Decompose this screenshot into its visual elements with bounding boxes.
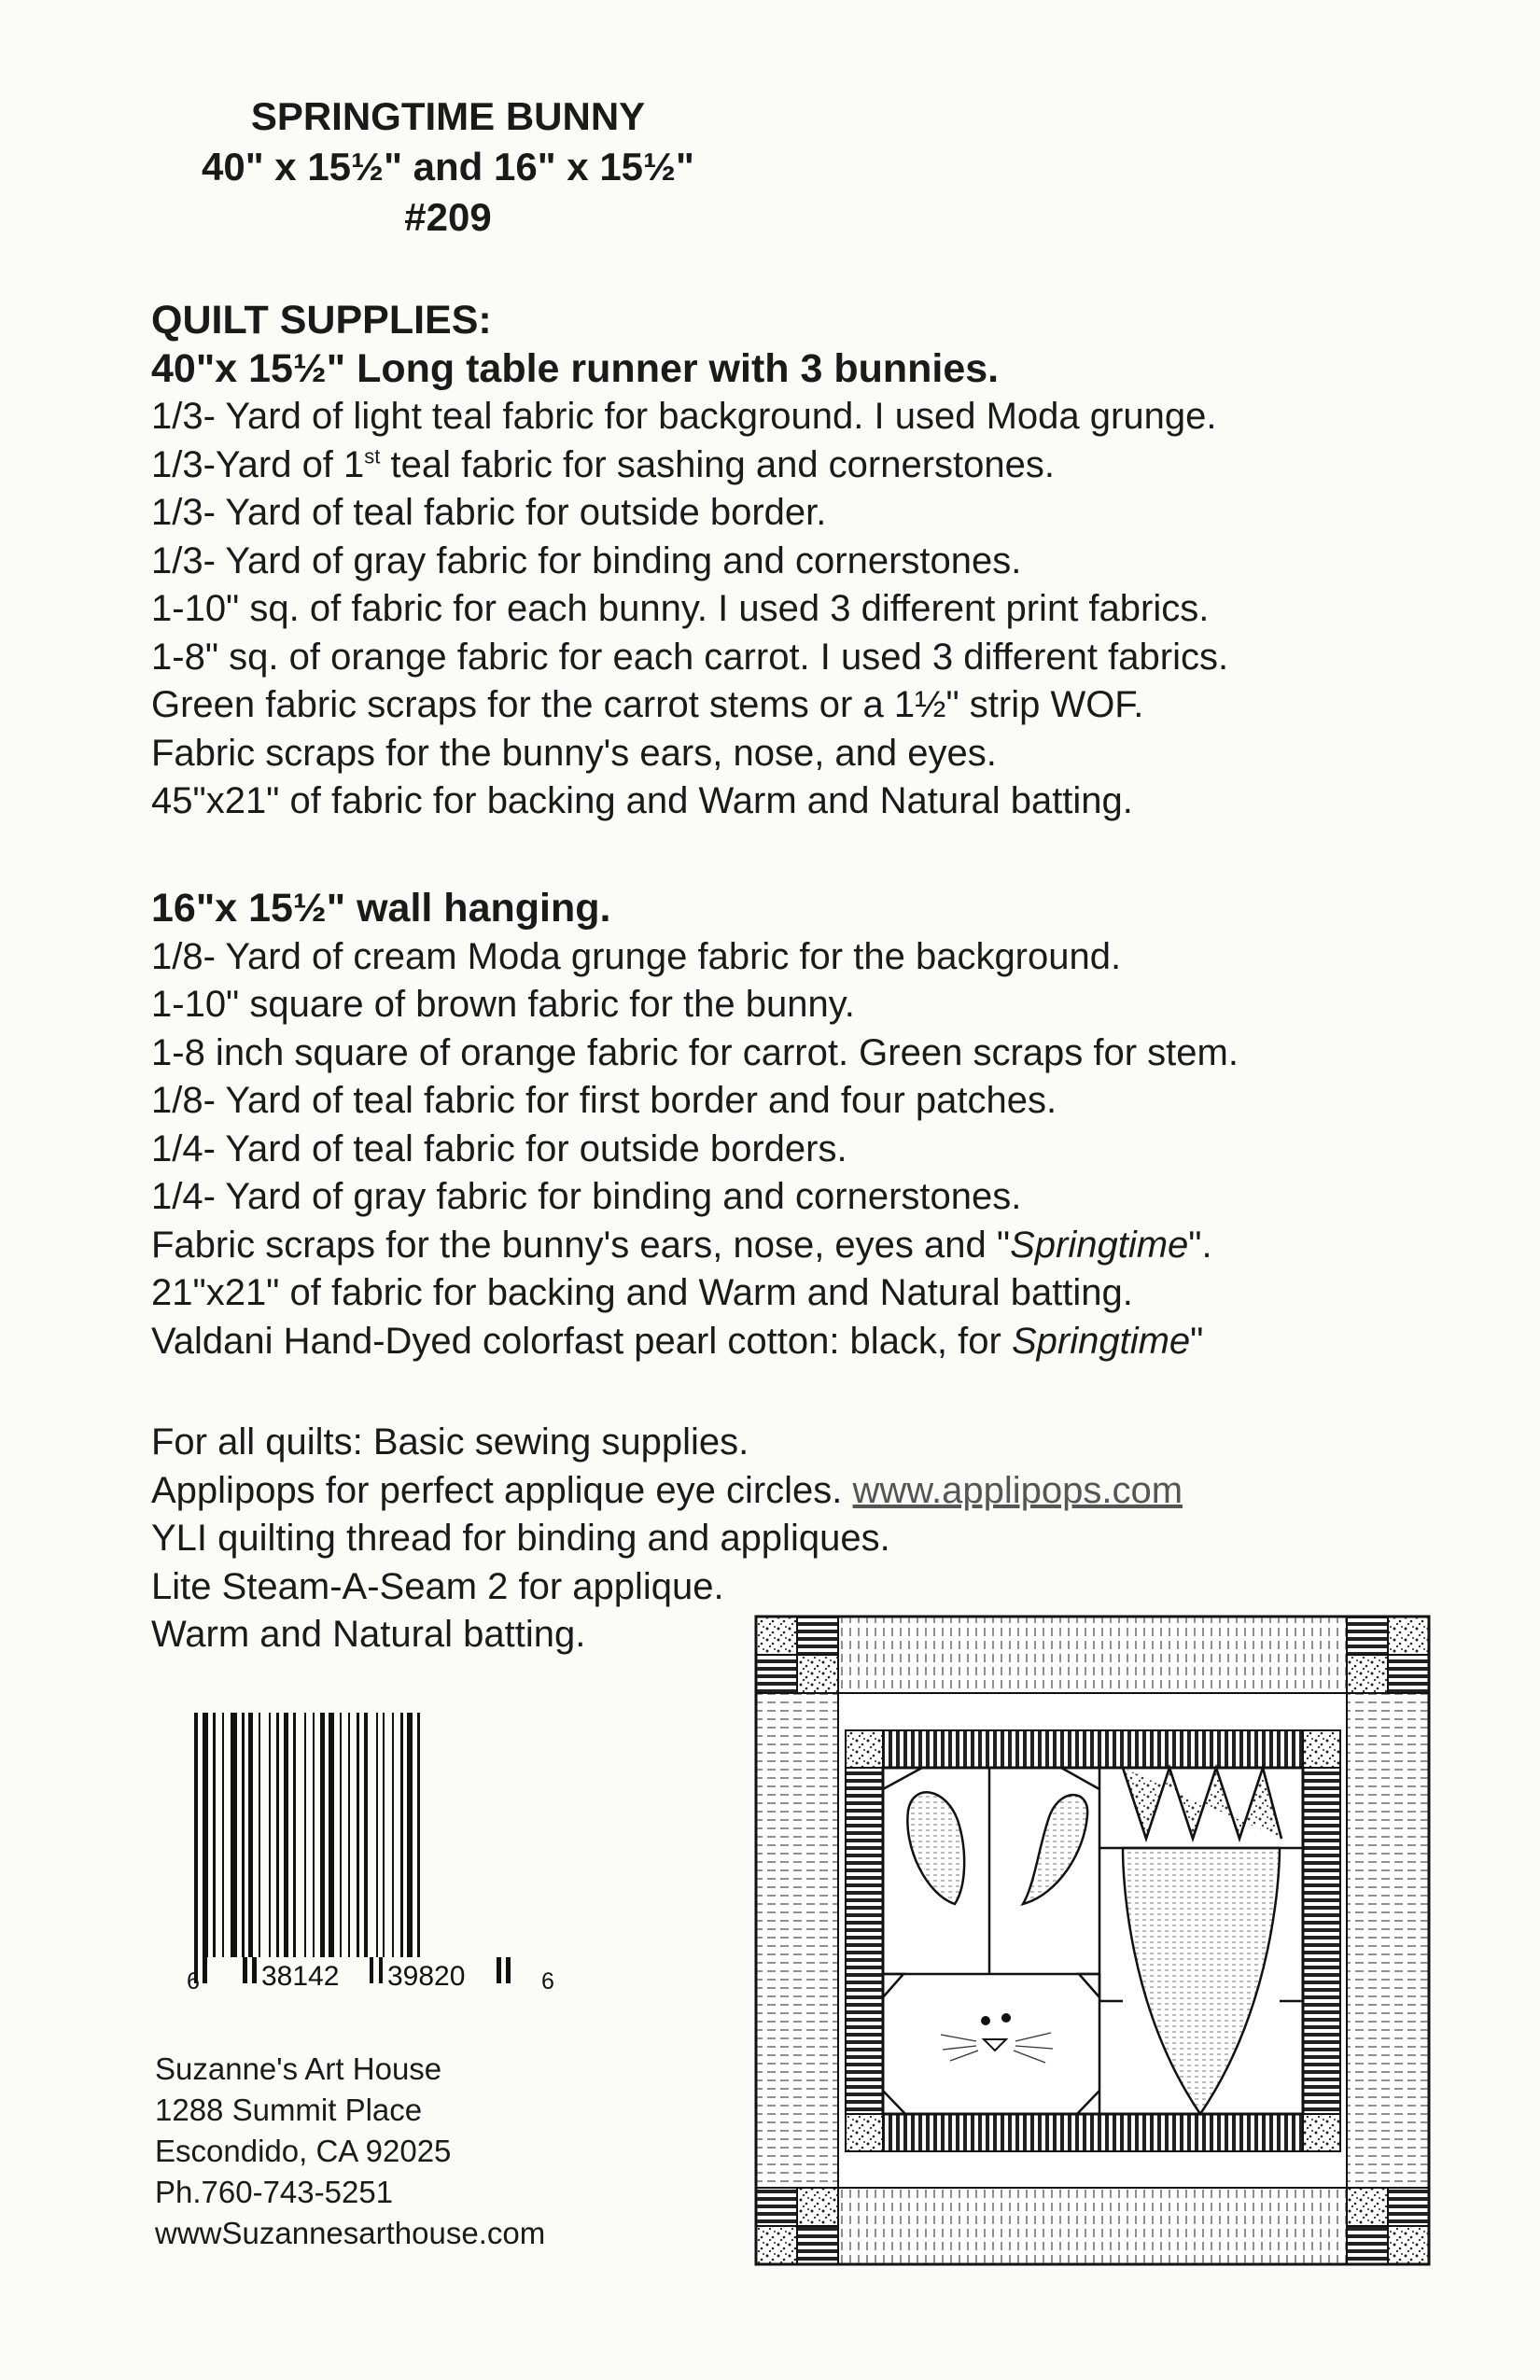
quilt-illustration — [754, 1615, 1431, 2266]
pattern-sizes: 40" x 15½" and 16" x 15½" — [202, 145, 694, 189]
supplies-heading: QUILT SUPPLIES: — [151, 298, 492, 343]
barcode-bar — [269, 1713, 271, 1983]
barcode-bar — [293, 1713, 296, 1983]
runner-heading: 40"x 15½" Long table runner with 3 bunnies. — [151, 345, 1000, 391]
publisher-street: 1288 Summit Place — [155, 2093, 423, 2127]
supply-line: 1-10" sq. of fabric for each bunny. I used 3 different print fabrics. — [151, 588, 1210, 629]
wall-heading: 16"x 15½" wall hanging. — [151, 886, 611, 931]
publisher-website[interactable]: wwwSuzannesarthouse.com — [155, 2216, 546, 2250]
supply-line: Lite Steam-A-Seam 2 for applique. — [151, 1565, 724, 1607]
barcode-group-1: 38142 — [261, 1961, 340, 1992]
supply-line: 1-10" square of brown fabric for the bunny. — [151, 984, 855, 1025]
bunny-eye-right — [1001, 2013, 1011, 2023]
top-border — [838, 1617, 1347, 1693]
supply-line: 1/4- Yard of teal fabric for outside borders. — [151, 1127, 847, 1169]
barcode-digit-left: 6 — [187, 1968, 200, 1995]
barcode-bar — [376, 1713, 378, 1983]
barcode-digit-right: 6 — [541, 1968, 554, 1995]
pattern-title: SPRINGTIME BUNNY — [250, 94, 646, 138]
pattern-title-block — [93, 91, 803, 243]
right-border — [1347, 1693, 1429, 2188]
wall-hanging-supplies — [151, 885, 1239, 1365]
supply-line: Valdani Hand-Dyed colorfast pearl cotton: black, for Springtime" — [151, 1320, 1204, 1362]
barcode-bar — [407, 1713, 413, 1983]
supply-line: Fabric scraps for the bunny's ears, nose, eyes and "Springtime". — [151, 1224, 1212, 1266]
upc-barcode — [187, 1713, 560, 1997]
supply-line: Green fabric scraps for the carrot stems or a 1½" strip WOF. — [151, 684, 1144, 725]
supply-line: 1/8- Yard of teal fabric for first border and four patches. — [151, 1080, 1057, 1121]
supply-line: 45"x21" of fabric for backing and Warm and Natural batting. — [151, 780, 1133, 821]
supply-line: 1/4- Yard of gray fabric for binding and cornerstones. — [151, 1176, 1022, 1217]
supply-line: 1/8- Yard of cream Moda grunge fabric for the background. — [151, 935, 1122, 977]
supply-line: YLI quilting thread for binding and appliques. — [151, 1518, 890, 1559]
barcode-bar — [231, 1713, 237, 1983]
barcode-bar — [357, 1713, 359, 1983]
publisher-name: Suzanne's Art House — [155, 2051, 442, 2086]
barcode-bar — [313, 1713, 315, 1983]
inner-border-top — [883, 1730, 1303, 1768]
supply-line: 1/3- Yard of teal fabric for outside border. — [151, 492, 827, 533]
supply-line: Warm and Natural batting. — [151, 1614, 586, 1655]
supply-line: 21"x21" of fabric for backing and Warm and Natural batting. — [151, 1272, 1133, 1313]
barcode-bar — [400, 1713, 403, 1983]
barcode-bar — [304, 1713, 306, 1983]
barcode-bar — [417, 1713, 420, 1983]
applipops-link[interactable]: www.applipops.com — [852, 1469, 1183, 1511]
barcode-bar — [276, 1713, 279, 1983]
inner-border-bottom — [883, 2114, 1303, 2151]
publisher-city: Escondido, CA 92025 — [155, 2134, 452, 2168]
supply-line: For all quilts: Basic sewing supplies. — [151, 1421, 749, 1463]
left-border — [756, 1693, 838, 2188]
barcode-bar — [320, 1713, 325, 1983]
barcode-bar — [242, 1713, 245, 1983]
barcode-bar — [329, 1713, 334, 1983]
pattern-number: #209 — [404, 195, 492, 239]
supply-line: Fabric scraps for the bunny's ears, nose, and eyes. — [151, 732, 997, 774]
supply-line: 1-8" sq. of orange fabric for each carrot. I used 3 different fabrics. — [151, 636, 1229, 678]
publisher-phone: Ph.760-743-5251 — [155, 2175, 394, 2209]
barcode-bar — [248, 1713, 253, 1983]
supply-line: 1/3- Yard of gray fabric for binding and cornerstones. — [151, 539, 1022, 581]
supply-line: 1/3-Yard of 1st teal fabric for sashing and cornerstones. — [151, 443, 1056, 485]
supply-line: 1/3- Yard of light teal fabric for background. I used Moda grunge. — [151, 396, 1217, 437]
barcode-bar — [383, 1713, 385, 1983]
barcode-bar — [392, 1713, 394, 1983]
barcode-bars — [194, 1713, 420, 1983]
runner-supplies — [151, 297, 1228, 826]
barcode-bar — [348, 1713, 350, 1983]
barcode-bar — [213, 1713, 216, 1983]
supply-line: 1-8 inch square of orange fabric for carrot. Green scraps for stem. — [151, 1031, 1239, 1073]
barcode-bar — [284, 1713, 288, 1983]
barcode-bar — [340, 1713, 342, 1983]
barcode-bar — [203, 1713, 208, 1983]
publisher-address — [155, 2049, 545, 2254]
inner-border-left — [846, 1768, 883, 2114]
barcode-group-2: 39820 — [387, 1961, 466, 1992]
supply-line: Applipops for perfect applique eye circles. www.applipops.com — [151, 1469, 1183, 1511]
barcode-bar — [194, 1713, 198, 1983]
bottom-border — [838, 2188, 1347, 2264]
barcode-bar — [364, 1713, 368, 1983]
barcode-bar — [222, 1713, 224, 1983]
bunny-eye-left — [981, 2016, 990, 2025]
barcode-bar — [259, 1713, 260, 1983]
inner-border-right — [1303, 1768, 1340, 2114]
